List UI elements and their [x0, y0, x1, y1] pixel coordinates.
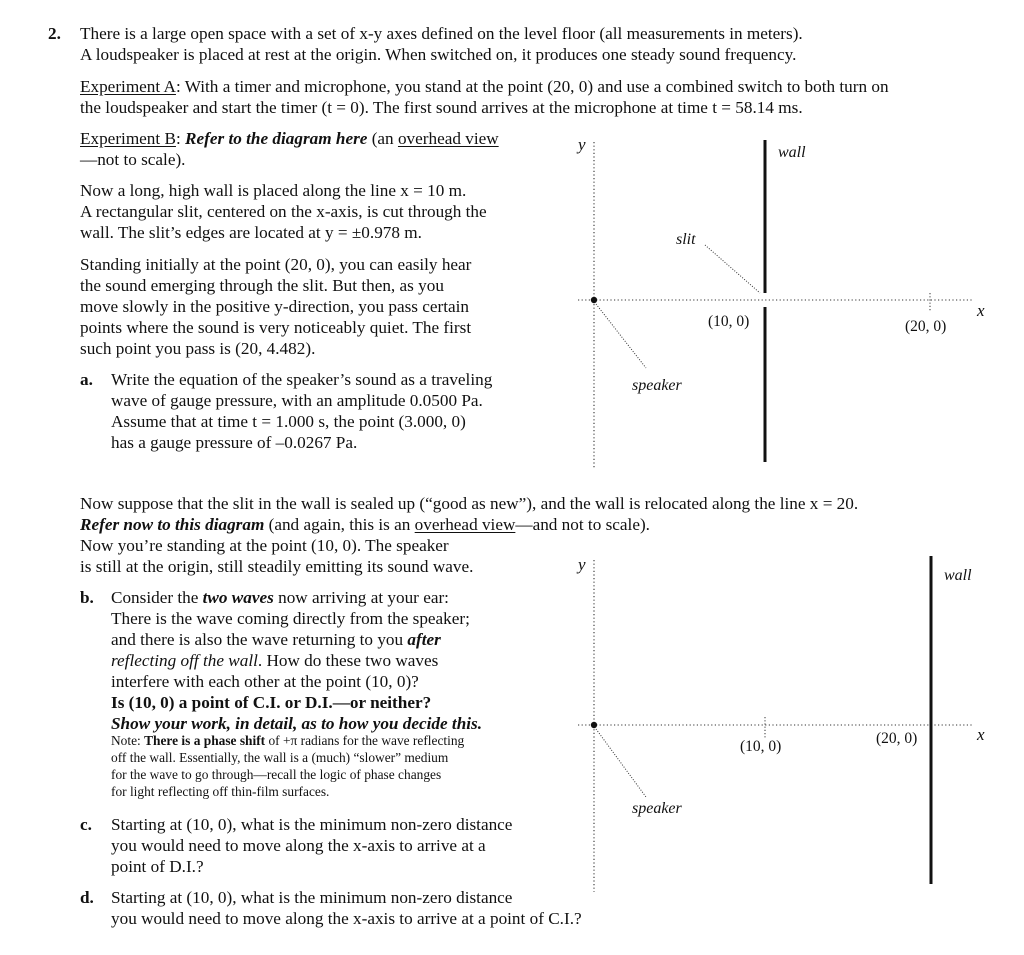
- d1-pt-20-label: (20, 0): [905, 318, 947, 335]
- intro-line-1: There is a large open space with a set of x-y axes defined on the level floor (all measurements in meters).: [80, 24, 803, 43]
- part-b-instruction: Show your work, in detail, as to how you decide this.: [111, 714, 483, 733]
- part-c-line-1: Starting at (10, 0), what is the minimum non-zero distance: [111, 815, 513, 834]
- d2-speaker-label: speaker: [632, 800, 682, 817]
- d1-slit-leader: [705, 245, 760, 293]
- part-b-l1-pre: Consider the: [111, 588, 203, 607]
- exp-b-para1-line-2: A rectangular slit, centered on the x-axis, is cut through the: [80, 202, 487, 221]
- part-b-question: Is (10, 0) a point of C.I. or D.I.—or neither?: [111, 693, 432, 712]
- part-b-note-line-3: for the wave to go through—recall the logic of phase changes: [111, 767, 442, 782]
- suppose-end: —and not to scale).: [515, 515, 650, 534]
- exp-b-para1-line-3: wall. The slit’s edges are located at y = ±0.978 m.: [80, 223, 422, 242]
- exp-b-para2-line-5: such point you pass is (20, 4.482).: [80, 339, 316, 358]
- d2-pt-20-label: (20, 0): [876, 730, 918, 747]
- part-a-line-1: Write the equation of the speaker’s sound as a traveling: [111, 370, 493, 389]
- d2-y-label: y: [578, 555, 586, 574]
- suppose-line-4: is still at the origin, still steadily emitting its sound wave.: [80, 557, 474, 576]
- part-a-label: a.: [80, 370, 93, 389]
- experiment-a-label: Experiment A: [80, 77, 176, 96]
- intro-line-2: A loudspeaker is placed at rest at the origin. When switched on, it produces one steady sound frequency.: [80, 45, 797, 64]
- suppose-mid: (and again, this is an: [264, 515, 415, 534]
- part-b-l4-post: . How do these two waves: [257, 651, 439, 670]
- experiment-b-label: Experiment B: [80, 129, 176, 148]
- d1-y-label: y: [578, 135, 586, 154]
- part-b-label: b.: [80, 588, 94, 607]
- experiment-b-paren: (an: [367, 129, 398, 148]
- experiment-a-line-2: the loudspeaker and start the timer (t = 0). The first sound arrives at the microphone at time t = 58.14 ms.: [80, 98, 803, 117]
- d2-x-label: x: [977, 725, 985, 744]
- part-d-line-1: Starting at (10, 0), what is the minimum non-zero distance: [111, 888, 513, 907]
- note-label: Note:: [111, 733, 145, 748]
- part-a-line-4: has a gauge pressure of –0.0267 Pa.: [111, 433, 358, 452]
- part-b-l3-emph: after: [407, 630, 441, 649]
- exp-b-para2-line-1: Standing initially at the point (20, 0), you can easily hear: [80, 255, 472, 274]
- experiment-b-emph: Refer to the diagram here: [185, 129, 368, 148]
- part-d-label: d.: [80, 888, 94, 907]
- part-b-l1-emph: two waves: [202, 588, 274, 607]
- d1-speaker-leader: [596, 304, 646, 368]
- note-bold: There is a phase shift: [144, 733, 266, 748]
- exp-b-para2-line-2: the sound emerging through the slit. But then, as you: [80, 276, 444, 295]
- d1-speaker-label: speaker: [632, 377, 682, 394]
- problem-number: 2.: [48, 24, 61, 43]
- note-rest: of +π radians for the wave reflecting: [265, 733, 465, 748]
- suppose-line-1: Now suppose that the slit in the wall is sealed up (“good as new”), and the wall is relocated along the line x = 20.: [80, 494, 859, 513]
- part-b-line-2: There is the wave coming directly from the speaker;: [111, 609, 470, 628]
- d1-x-label: x: [977, 301, 985, 320]
- part-c-line-3: point of D.I.?: [111, 857, 204, 876]
- diagram-1: [576, 135, 985, 468]
- exp-b-para2-line-3: move slowly in the positive y-direction, you pass certain: [80, 297, 470, 316]
- part-b-line-5: interfere with each other at the point (10, 0)?: [111, 672, 419, 691]
- d1-pt-10-label: (10, 0): [708, 313, 750, 330]
- diagram-2: [576, 555, 985, 892]
- d2-speaker-leader: [596, 729, 646, 797]
- experiment-b-colon: :: [175, 129, 186, 148]
- d1-slit-label: slit: [676, 231, 696, 248]
- part-d-line-2: you would need to move along the x-axis to arrive at a point of C.I.?: [111, 909, 582, 928]
- part-c-label: c.: [80, 815, 92, 834]
- d2-origin-dot: [591, 722, 597, 728]
- part-c-line-2: you would need to move along the x-axis to arrive at a: [111, 836, 486, 855]
- part-a-line-2: wave of gauge pressure, with an amplitude 0.0500 Pa.: [111, 391, 483, 410]
- part-b-note-line-4: for light reflecting off thin-film surfaces.: [111, 784, 330, 799]
- part-b-l1-post: now arriving at your ear:: [273, 588, 449, 607]
- experiment-b-line-2: —not to scale).: [80, 150, 186, 169]
- part-a-line-3: Assume that at time t = 1.000 s, the point (3.000, 0): [111, 412, 466, 431]
- suppose-overhead: overhead view: [414, 515, 516, 534]
- experiment-b-overhead: overhead view: [397, 129, 499, 148]
- exp-b-para2-line-4: points where the sound is very noticeably quiet. The first: [80, 318, 472, 337]
- exp-b-para1-line-1: Now a long, high wall is placed along the line x = 10 m.: [80, 181, 467, 200]
- d2-wall-label: wall: [944, 567, 972, 584]
- part-b-l3-pre: and there is also the wave returning to you: [111, 630, 408, 649]
- experiment-a-text: : With a timer and microphone, you stand at the point (20, 0) and use a combined switch to both turn on: [175, 77, 889, 96]
- suppose-emph: Refer now to this diagram: [80, 515, 265, 534]
- suppose-line-3: Now you’re standing at the point (10, 0). The speaker: [80, 536, 449, 555]
- part-b-l4-emph: reflecting off the wall: [111, 651, 258, 670]
- d2-pt-10-label: (10, 0): [740, 738, 782, 755]
- part-b-note-line-2: off the wall. Essentially, the wall is a (much) “slower” medium: [111, 750, 449, 765]
- d1-origin-dot: [591, 297, 597, 303]
- d1-wall-label: wall: [778, 144, 806, 161]
